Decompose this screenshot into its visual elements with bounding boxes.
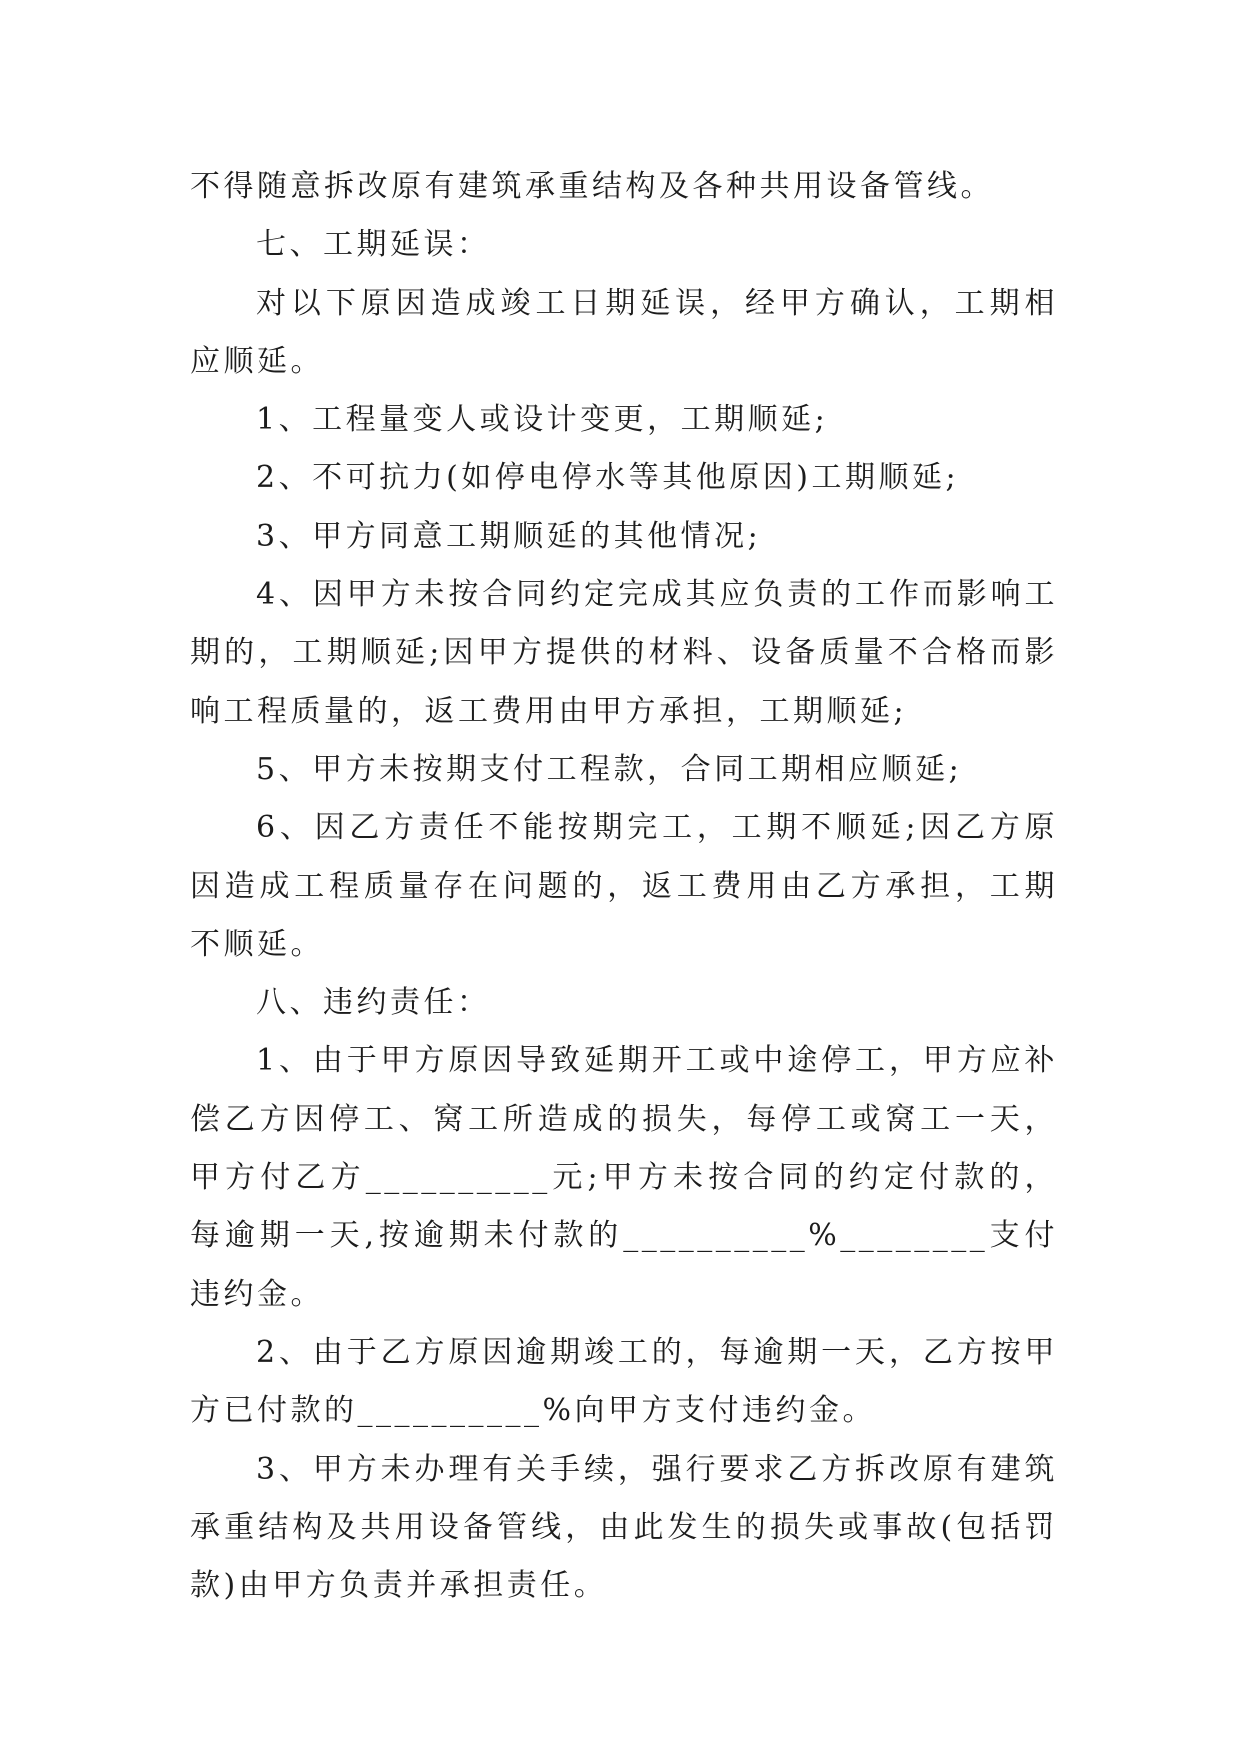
list-item-delay-3: 3、甲方同意工期顺延的其他情况; [256, 518, 762, 554]
paragraph-delay-intro: 对以下原因造成竣工日期延误，经甲方确认，工期相应顺延。 [190, 285, 1058, 379]
list-item-liability-2: 2、由于乙方原因逾期竣工的，每逾期一天，乙方按甲方已付款的__________%向甲方支付违约金。 [190, 1334, 1058, 1429]
document-body [190, 158, 1058, 1615]
list-item-delay-5: 5、甲方未按期支付工程款，合同工期相应顺延; [256, 751, 963, 787]
list-item-liability-3: 3、甲方未办理有关手续，强行要求乙方拆改原有建筑承重结构及共用设备管线，由此发生的损失或事故(包括罚款)由甲方负责并承担责任。 [190, 1451, 1058, 1604]
section-heading-delay: 七、工期延误： [256, 227, 491, 263]
list-item-delay-1: 1、工程量变人或设计变更，工期顺延; [256, 402, 829, 438]
list-item-delay-4: 4、因甲方未按合同约定完成其应负责的工作而影响工期的，工期顺延;因甲方提供的材料、设备质量不合格而影响工程质量的，返工费用由甲方承担，工期顺延; [190, 577, 1058, 729]
paragraph-continuation: 不得随意拆改原有建筑承重结构及各种共用设备管线。 [190, 169, 994, 204]
section-heading-liability: 八、违约责任： [256, 985, 491, 1021]
list-item-delay-2: 2、不可抗力(如停电停水等其他原因)工期顺延; [256, 460, 960, 496]
list-item-liability-1: 1、由于甲方原因导致延期开工或中途停工，甲方应补偿乙方因停工、窝工所造成的损失，每停工或窝工一天，甲方付乙方__________元;甲方未按合同的约定付款的，每逾期一天,按逾期未付款的__________%________支付违约金。 [190, 1043, 1058, 1312]
list-item-delay-6: 6、因乙方责任不能按期完工，工期不顺延;因乙方原因造成工程质量存在问题的，返工费用由乙方承担，工期不顺延。 [190, 810, 1058, 962]
